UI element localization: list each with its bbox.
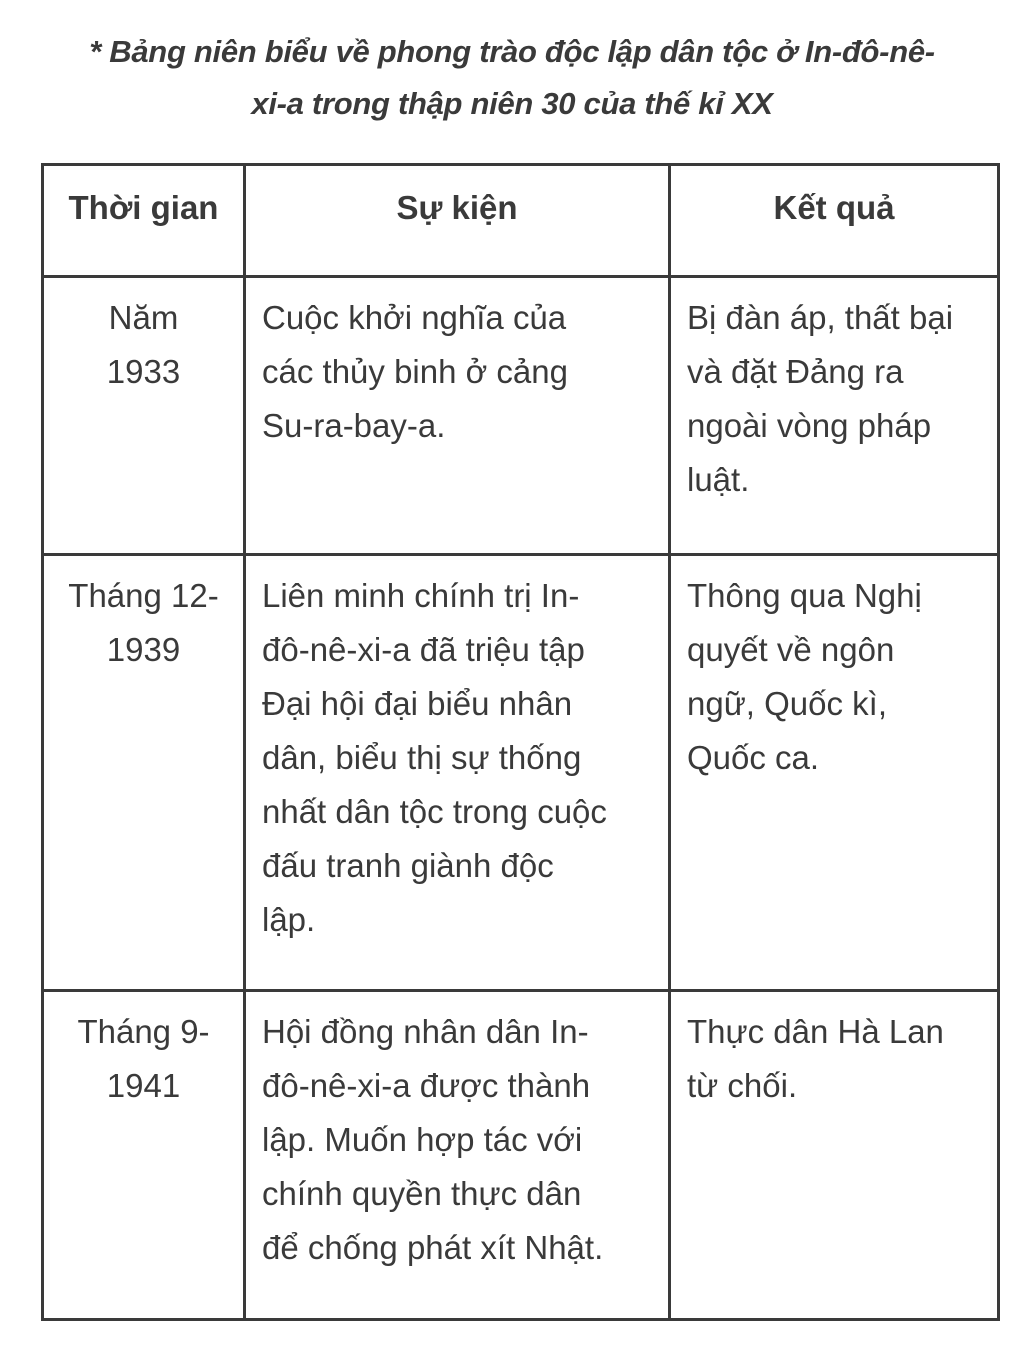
cell-time — [43, 555, 245, 991]
cell-time — [43, 277, 245, 555]
table-row — [43, 555, 999, 991]
cell-line: Thực dân Hà Lan — [687, 1013, 944, 1050]
cell-result — [670, 277, 999, 555]
cell-line: quyết về ngôn — [687, 631, 895, 668]
title-line-2: xi-a trong thập niên 30 của thế kỉ XX — [251, 86, 773, 121]
cell-line: Cuộc khởi nghĩa của — [262, 299, 567, 336]
cell-line: lập. — [262, 901, 316, 938]
cell-line: Su-ra-bay-a. — [262, 407, 446, 444]
table-header-row — [43, 165, 999, 277]
cell-line: ngoài vòng pháp — [687, 407, 932, 444]
table-row — [43, 991, 999, 1320]
cell-line: lập. Muốn hợp tác với — [262, 1121, 583, 1158]
cell-result — [670, 991, 999, 1320]
cell-line: đấu tranh giành độc — [262, 847, 554, 884]
cell-line: Năm — [108, 299, 179, 336]
cell-line: dân, biểu thị sự thống — [262, 739, 582, 776]
cell-line: Tháng 12- — [68, 577, 219, 614]
cell-line: ngữ, Quốc kì, — [687, 685, 888, 722]
cell-line: các thủy binh ở cảng — [262, 353, 568, 390]
table-row — [43, 277, 999, 555]
page-title — [30, 26, 994, 130]
title-line-1: * Bảng niên biểu về phong trào độc lập dân tộc ở In-đô-nê- — [89, 34, 935, 69]
chronology-table — [41, 163, 1000, 1321]
cell-event — [245, 277, 670, 555]
cell-line: Đại hội đại biểu nhân — [262, 685, 573, 722]
cell-line: chính quyền thực dân — [262, 1175, 582, 1212]
cell-line: luật. — [687, 461, 750, 498]
cell-line: Liên minh chính trị In- — [262, 577, 580, 614]
header-result: Kết quả — [670, 165, 999, 277]
header-event: Sự kiện — [245, 165, 670, 277]
cell-result — [670, 555, 999, 991]
cell-line: và đặt Đảng ra — [687, 353, 904, 390]
cell-line: Bị đàn áp, thất bại — [687, 299, 954, 336]
cell-time — [43, 991, 245, 1320]
cell-line: đô-nê-xi-a đã triệu tập — [262, 631, 585, 668]
cell-line: từ chối. — [687, 1067, 798, 1104]
header-time: Thời gian — [43, 165, 245, 277]
cell-event — [245, 991, 670, 1320]
cell-line: nhất dân tộc trong cuộc — [262, 793, 607, 830]
cell-line: 1941 — [106, 1067, 181, 1104]
cell-line: Hội đồng nhân dân In- — [262, 1013, 589, 1050]
cell-line: để chống phát xít Nhật. — [262, 1229, 604, 1266]
cell-line: Quốc ca. — [687, 739, 820, 776]
cell-event — [245, 555, 670, 991]
cell-line: Thông qua Nghị — [687, 577, 922, 614]
cell-line: đô-nê-xi-a được thành — [262, 1067, 591, 1104]
cell-line: 1939 — [106, 631, 181, 668]
cell-line: Tháng 9- — [77, 1013, 210, 1050]
cell-line: 1933 — [106, 353, 181, 390]
